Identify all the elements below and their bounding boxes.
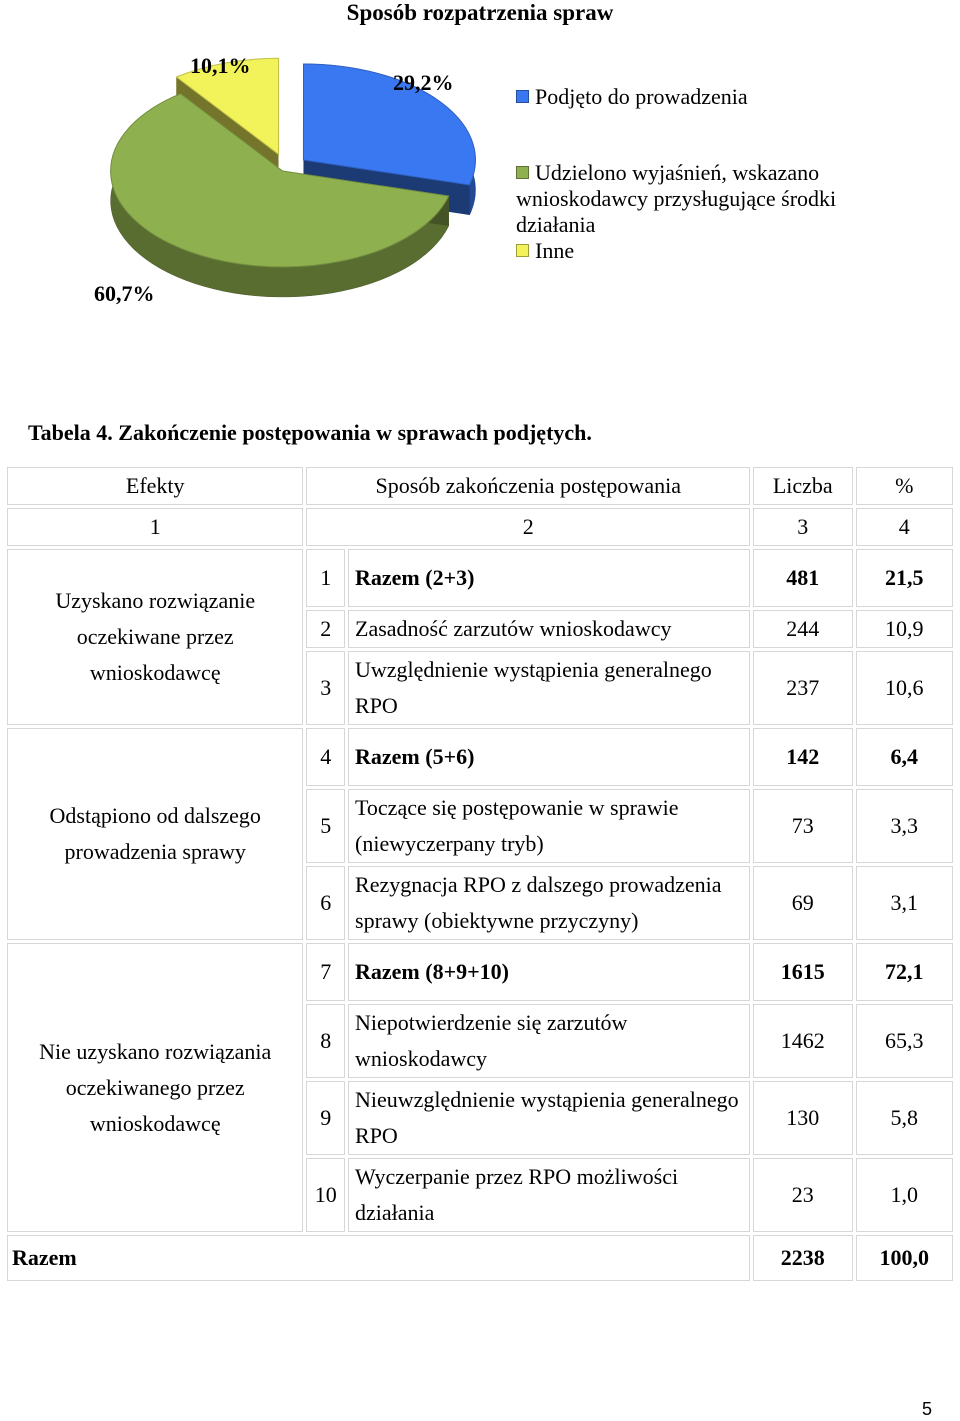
row-percent: 72,1 — [856, 943, 953, 1001]
col-number: 3 — [753, 508, 852, 546]
header-method: Sposób zakończenia postępowania — [306, 467, 750, 505]
header-count: Liczba — [753, 467, 852, 505]
row-count: 73 — [753, 789, 852, 863]
row-number: 8 — [306, 1004, 345, 1078]
row-percent: 3,3 — [856, 789, 953, 863]
row-description: Wyczerpanie przez RPO możliwości działania — [348, 1158, 750, 1232]
row-number: 5 — [306, 789, 345, 863]
col-number: 4 — [856, 508, 953, 546]
page-number: 5 — [921, 1399, 932, 1419]
row-description: Niepotwierdzenie się zarzutów wnioskodawcy — [348, 1004, 750, 1078]
legend-label: działania — [516, 212, 596, 237]
row-number: 4 — [306, 728, 345, 786]
row-percent: 10,6 — [856, 651, 953, 725]
pie-label-other: 10,1% — [190, 53, 251, 78]
table-row — [7, 728, 953, 786]
row-description: Razem (8+9+10) — [348, 943, 750, 1001]
table-caption: Tabela 4. Zakończenie postępowania w sprawach podjętych. — [28, 420, 592, 445]
pie-label-explained: 60,7% — [94, 281, 155, 306]
row-percent: 5,8 — [856, 1081, 953, 1155]
row-percent: 1,0 — [856, 1158, 953, 1232]
row-percent: 3,1 — [856, 866, 953, 940]
legend-label: Udzielono wyjaśnień, wskazano — [535, 160, 820, 185]
total-label: Razem — [7, 1235, 750, 1281]
row-percent: 6,4 — [856, 728, 953, 786]
table-row — [7, 943, 953, 1001]
legend-swatch-green — [516, 166, 529, 179]
legend-swatch-yellow — [516, 244, 529, 257]
total-count: 2238 — [753, 1235, 852, 1281]
row-count: 23 — [753, 1158, 852, 1232]
row-number: 10 — [306, 1158, 345, 1232]
row-count: 1615 — [753, 943, 852, 1001]
row-count: 237 — [753, 651, 852, 725]
total-row — [7, 1235, 953, 1281]
row-description: Razem (5+6) — [348, 728, 750, 786]
row-description: Razem (2+3) — [348, 549, 750, 607]
row-description: Zasadność zarzutów wnioskodawcy — [348, 610, 750, 648]
row-percent: 65,3 — [856, 1004, 953, 1078]
row-description: Uwzględnienie wystąpienia generalnego RPO — [348, 651, 750, 725]
row-description: Nieuwzględnienie wystąpienia generalnego RPO — [348, 1081, 750, 1155]
row-count: 244 — [753, 610, 852, 648]
column-number-row — [7, 508, 953, 546]
total-percent: 100,0 — [856, 1235, 953, 1281]
legend-item-explained — [516, 160, 876, 264]
row-number: 6 — [306, 866, 345, 940]
row-description: Toczące się postępowanie w sprawie (niewyczerpany tryb) — [348, 789, 750, 863]
row-number: 7 — [306, 943, 345, 1001]
row-count: 481 — [753, 549, 852, 607]
row-count: 130 — [753, 1081, 852, 1155]
table-row — [7, 549, 953, 607]
row-percent: 10,9 — [856, 610, 953, 648]
legend-item-taken-up — [516, 84, 876, 110]
legend-label: Podjęto do prowadzenia — [535, 84, 748, 109]
col-number: 1 — [7, 508, 303, 546]
row-percent: 21,5 — [856, 549, 953, 607]
legend-label: Inne — [535, 238, 575, 263]
header-row — [7, 467, 953, 505]
row-count: 69 — [753, 866, 852, 940]
results-table — [4, 464, 956, 1284]
effect-cell: Odstąpiono od dalszego prowadzenia sprawy — [7, 728, 303, 940]
legend-label: wnioskodawcy przysługujące środki — [516, 186, 837, 211]
chart-title: Sposób rozpatrzenia spraw — [346, 0, 614, 25]
row-count: 142 — [753, 728, 852, 786]
header-effects: Efekty — [7, 467, 303, 505]
effect-cell: Uzyskano rozwiązanie oczekiwane przez wnioskodawcę — [7, 549, 303, 725]
row-description: Rezygnacja RPO z dalszego prowadzenia sprawy (obiektywne przyczyny) — [348, 866, 750, 940]
legend-swatch-blue — [516, 90, 529, 103]
row-number: 3 — [306, 651, 345, 725]
row-number: 2 — [306, 610, 345, 648]
row-number: 1 — [306, 549, 345, 607]
header-percent: % — [856, 467, 953, 505]
col-number: 2 — [306, 508, 750, 546]
row-count: 1462 — [753, 1004, 852, 1078]
row-number: 9 — [306, 1081, 345, 1155]
effect-cell: Nie uzyskano rozwiązania oczekiwanego przez wnioskodawcę — [7, 943, 303, 1232]
pie-label-taken-up: 29,2% — [393, 70, 454, 95]
